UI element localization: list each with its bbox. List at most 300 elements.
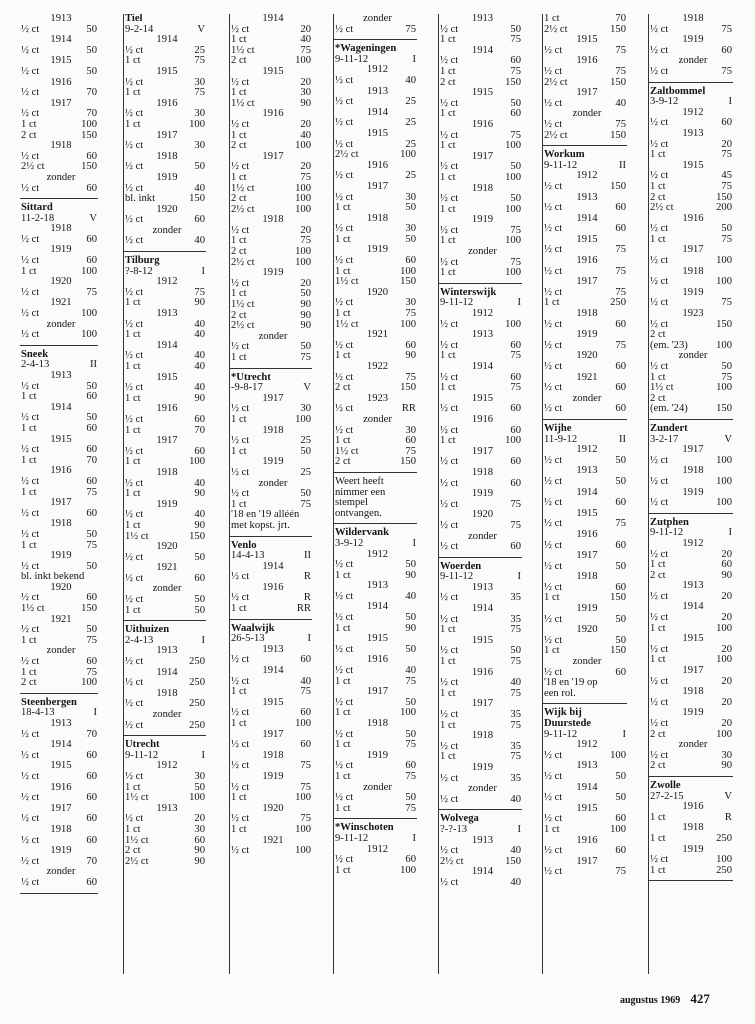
price: 60 [510,339,521,351]
price: 250 [610,297,626,309]
price: 100 [295,792,311,804]
year-heading: 1912 [366,64,389,76]
price: 90 [721,569,732,581]
year-heading: 1919 [366,244,389,256]
year-heading: 1914 [471,361,494,372]
stamp-date: ?-?-13 [440,823,468,835]
price-row [543,867,631,878]
place-name: Utrecht [125,739,160,751]
year-heading: 1913 [576,465,598,477]
price: 75 [721,23,732,35]
price: 250 [189,677,205,689]
price: 75 [405,802,416,814]
year-heading: 1918 [471,730,494,742]
denomination: ½ ct [21,108,40,120]
price-row [20,878,102,889]
year-heading: 1913 [576,191,598,203]
denomination: ½ ct [21,728,40,740]
note-text: met kopst. jrt. [231,519,290,531]
price: 75 [615,518,626,530]
year-heading: 1918 [366,718,389,729]
year-heading: 1917 [156,435,178,447]
denomination: 1 ct [650,371,666,383]
year-heading: 1918 [682,686,704,698]
price: 60 [86,422,97,434]
price-row [334,25,421,36]
price: 150 [610,23,626,35]
price-row [230,825,316,836]
denomination: ½ ct [650,696,669,708]
year-heading: 1919 [682,486,704,498]
year-heading: 1913 [50,718,72,729]
price: 30 [300,87,311,99]
price: 40 [510,677,521,689]
price: 50 [86,412,97,424]
stamp-date: 3-2-17 [650,433,679,445]
denomination: ½ ct [231,675,250,687]
denomination: ½ ct [335,371,354,383]
denomination: 1 ct [231,413,247,425]
denomination: ½ ct [335,612,354,624]
price: 75 [405,770,416,782]
denomination: ½ ct [544,613,563,625]
price: 50 [615,770,626,782]
stamp-date: 9-11-12 [650,527,684,539]
denomination: ½ ct [544,118,563,130]
year-heading: 1919 [471,488,494,500]
denomination: ½ ct [544,44,563,56]
price: 40 [194,350,205,362]
year-heading: zonder [363,781,392,793]
price: 30 [405,424,416,436]
denomination: ½ ct [21,444,40,456]
price-row [543,14,631,25]
year-heading: 1916 [262,581,284,593]
price: 100 [295,140,311,152]
price: 60 [510,456,521,468]
price: 60 [86,182,97,194]
year-heading: 1919 [366,749,389,761]
section-divider [649,419,733,420]
denomination: ½ ct [440,709,459,720]
denomination: ½ ct [650,138,669,150]
denomination: ½ ct [231,813,250,825]
price: 150 [716,318,732,330]
denomination: ½ ct [650,548,669,560]
price: 60 [721,44,732,56]
year-heading: zonder [46,866,76,878]
price: 75 [510,498,521,510]
price-row [543,131,631,142]
year-heading: 1915 [50,760,72,772]
section-divider [334,39,417,40]
price-row [649,404,737,415]
year-heading: 1914 [156,34,178,46]
year-heading: 1923 [366,392,389,404]
denomination: 1 ct [335,675,351,687]
denomination: ½ ct [335,590,354,602]
denomination: ½ ct [21,624,40,636]
price: 20 [721,675,732,687]
denomination: 1 ct [21,634,37,646]
price-row [20,120,102,131]
note-text: '18 en '19 op [544,677,598,689]
year-heading: zonder [363,413,392,425]
stamp-class: I [307,633,311,645]
price: 60 [405,339,416,351]
denomination: ½ ct [125,445,144,457]
price: 100 [716,276,732,288]
denomination: 1 ct [125,488,141,500]
price-row [230,353,316,364]
denomination: ½ ct [231,118,250,130]
year-heading: 1916 [576,834,598,846]
year-heading: 1918 [682,265,704,277]
section-divider [20,198,98,199]
price-row [230,415,316,426]
price-row [649,834,737,845]
price: 40 [194,318,205,330]
place-name: Workum [544,149,585,161]
denomination: 1 ct [231,823,247,835]
price: 50 [615,475,626,487]
year-heading: 1921 [262,834,284,846]
year-heading: 1921 [156,562,178,574]
year-heading: 1920 [366,286,389,298]
denomination: ½ ct [544,223,563,235]
denomination: ½ ct [125,140,144,152]
price: 30 [721,749,732,761]
year-heading: 1917 [262,392,284,404]
place-name: Wildervank [335,527,389,539]
year-heading: zonder [258,330,288,342]
stamp-class: II [618,159,626,171]
denomination: 1½ ct [231,182,255,194]
year-heading: 1913 [471,834,494,846]
year-heading: 1919 [50,845,72,857]
denomination: 1 ct [335,350,351,362]
price: 100 [505,140,521,152]
price: 75 [615,118,626,130]
price: 100 [81,677,97,689]
denomination: ½ ct [650,361,669,372]
price: 90 [194,392,205,404]
year-heading: 1913 [366,85,389,97]
year-heading: 1916 [471,666,494,678]
year-heading: 1918 [576,571,598,583]
denomination: ½ ct [335,223,354,235]
year-heading: 1916 [262,108,284,120]
denomination: ½ ct [125,656,144,668]
year-heading: 1914 [262,665,284,677]
year-heading: 1914 [262,14,284,24]
denomination: ½ ct [650,297,669,309]
price: 90 [405,622,416,634]
price: 75 [510,751,521,763]
denomination: 1 ct [440,751,456,763]
price-row [124,721,210,732]
price: 60 [300,654,311,666]
year-heading: 1917 [471,698,494,710]
price: 90 [194,519,205,531]
price: 60 [615,666,626,678]
denomination: 1 ct [231,87,247,99]
price: 60 [86,792,97,804]
place-name: *Wageningen [335,43,397,55]
year-heading: 1917 [156,129,178,141]
price: 20 [300,224,311,236]
price: 100 [716,339,732,351]
price: 70 [86,855,97,867]
year-heading: 1913 [156,645,178,657]
denomination: 1 ct [440,65,456,77]
year-heading: zonder [572,108,602,120]
section-divider [334,523,417,524]
price: 70 [615,14,626,24]
year-heading: 1912 [156,276,178,288]
price: 100 [81,118,97,130]
place-name: Tiel [125,14,143,24]
denomination: 2½ ct [544,76,568,88]
price-row [334,772,421,783]
price: 150 [716,403,732,415]
denomination: 2½ ct [231,320,255,332]
price-row [439,268,526,279]
price: 70 [86,87,97,99]
price: 90 [300,299,311,311]
section-divider [124,620,206,621]
year-heading: 1916 [682,801,704,813]
price: 75 [721,371,732,383]
denomination: 1½ ct [335,318,359,330]
price: 150 [189,530,205,542]
price: 60 [300,707,311,719]
section-divider [543,145,627,146]
stamp-class: V [724,433,732,445]
year-heading: 1913 [366,580,389,592]
denomination: ½ ct [544,403,563,415]
year-heading: 1918 [50,823,72,835]
denomination: 1 ct [440,34,456,46]
denomination: ½ ct [125,382,144,394]
price: 250 [716,832,732,844]
year-heading: 1913 [471,329,494,341]
denomination: ½ ct [231,781,250,793]
price: 100 [716,497,732,509]
denomination: ½ ct [231,161,250,173]
year-heading: 1915 [50,433,72,445]
denomination: ½ ct [21,233,40,245]
stamp-date: 3-9-12 [650,96,679,108]
denomination: ½ ct [21,286,40,298]
denomination: 2 ct [231,55,247,67]
price: 40 [194,329,205,341]
price: 75 [510,519,521,531]
denomination: 1 ct [125,87,141,99]
year-heading: 1919 [471,761,494,773]
stamp-class: V [89,212,97,224]
stamp-class: I [728,527,732,539]
denomination: bl. inkt [125,193,156,205]
price-row [334,457,421,468]
denomination: ½ ct [125,235,144,247]
section-divider [20,693,98,694]
year-heading: 1921 [50,613,72,625]
stamp-date: 9-2-14 [125,23,154,35]
denomination: 1 ct [21,539,37,551]
denomination: 2 ct [125,845,141,857]
price-row [230,173,316,184]
price: 75 [721,233,732,245]
column-3 [229,14,316,974]
price: 50 [194,594,205,606]
price: 60 [86,813,97,825]
price-row [649,67,737,78]
year-heading: 1915 [471,87,494,99]
year-heading: 1917 [262,150,284,162]
price-row [649,719,737,730]
denomination: ½ ct [231,277,250,289]
price: 60 [194,214,205,226]
page-number: 427 [690,991,710,1006]
year-heading: 1917 [366,686,389,698]
denomination: ½ ct [440,161,459,173]
price: 60 [510,403,521,415]
note-text: '18 en '19 alléén [231,509,300,521]
denomination: ½ ct [544,318,563,330]
place-name: Zwolle [650,779,681,791]
stamp-class: V [303,382,311,394]
stamp-class: I [412,53,416,65]
price: 75 [615,866,626,878]
section-divider [439,283,522,284]
price: 30 [405,223,416,235]
year-heading: 1918 [576,308,598,320]
price: 20 [721,548,732,560]
denomination: 2 ct [440,76,456,88]
denomination: ½ ct [21,380,40,392]
denomination: ½ ct [650,854,669,866]
denomination: 1 ct [231,603,247,615]
price-row [230,846,316,857]
year-heading: 1916 [156,97,178,109]
year-heading: 1918 [471,182,494,194]
denomination: ½ ct [335,696,354,708]
price: 50 [405,728,416,740]
price-row [439,542,526,553]
year-heading: 1914 [471,866,494,878]
year-heading: 1918 [366,212,389,224]
year-heading: 1914 [156,666,178,678]
year-heading: 1923 [682,308,704,320]
price: 60 [194,445,205,457]
price: 50 [510,645,521,657]
denomination: 1 ct [650,233,666,245]
denomination: 1 ct [440,382,456,394]
price: 60 [615,813,626,825]
denomination: 2 ct [231,193,247,205]
price: 150 [189,193,205,205]
denomination: ½ ct [231,23,250,35]
denomination: ½ ct [21,23,40,35]
denomination: ½ ct [440,876,459,888]
denomination: ½ ct [125,161,144,173]
price: 25 [300,435,311,447]
price: 20 [300,118,311,130]
price-row [334,804,421,815]
denomination: ½ ct [544,265,563,277]
denomination: ½ ct [650,255,669,267]
stamp-date: 9-11-12 [544,159,578,171]
year-heading: 1920 [50,581,72,593]
price: 75 [300,686,311,698]
price: 50 [405,202,416,214]
section-divider [230,619,312,620]
stamp-date: 9-11-12 [125,749,159,761]
price: 60 [405,435,416,447]
denomination: ½ ct [21,150,40,162]
price: 60 [86,592,97,604]
denomination: 1 ct [125,604,141,616]
section-divider [543,703,627,704]
year-heading: 1919 [682,707,704,719]
denomination: 1 ct [544,297,560,309]
price: 75 [405,308,416,320]
price: 75 [300,813,311,825]
denomination: ½ ct [231,466,250,478]
price: 25 [300,466,311,478]
price: 40 [300,129,311,141]
year-heading: 1919 [156,498,178,510]
stamp-class: II [303,550,311,562]
denomination: ½ ct [544,286,563,298]
denomination: 1 ct [231,235,247,247]
denomination: 1 ct [231,445,247,457]
price: 100 [295,845,311,857]
price: 100 [189,456,205,468]
denomination: ½ ct [440,456,459,468]
year-heading: 1913 [682,127,704,139]
denomination: ½ ct [125,350,144,362]
price: 100 [400,265,416,277]
price: 100 [295,256,311,268]
denomination: ½ ct [440,371,459,383]
year-heading: 1920 [50,276,72,288]
denomination: ½ ct [21,592,40,604]
price: 60 [615,497,626,509]
price: 75 [615,44,626,56]
price-row [124,521,210,532]
denomination: 1 ct [335,707,351,719]
denomination: ½ ct [21,749,40,761]
denomination: 1 ct [544,592,560,604]
denomination: ½ ct [440,193,459,205]
section-divider [230,536,312,537]
price: 50 [194,604,205,616]
denomination: 1 ct [231,129,247,141]
denomination: ½ ct [125,44,144,56]
price: 75 [405,371,416,383]
place-name: *Winschoten [335,822,394,834]
denomination: 1 ct [231,792,247,804]
denomination: ½ ct [335,339,354,351]
price: 60 [86,233,97,245]
denomination: ½ ct [125,677,144,689]
year-heading: 1915 [576,507,598,519]
price: 150 [610,129,626,141]
price: 60 [194,834,205,846]
price-row [124,825,210,836]
